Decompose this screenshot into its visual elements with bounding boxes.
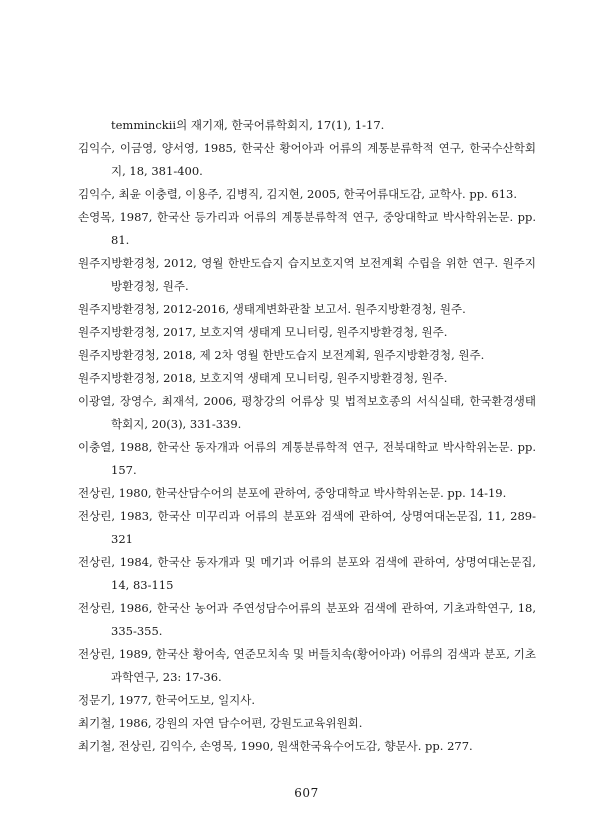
reference-entry: 정문기, 1977, 한국어도보, 일지사. (78, 693, 256, 707)
page-number: 607 (294, 786, 319, 800)
reference-list (78, 114, 536, 758)
reference-entry: 원주지방환경청, 2018, 보호지역 생태계 모니터링, 원주지방환경청, 원주. (78, 371, 448, 385)
reference-entry: 전상린, 1984, 한국산 동자개과 및 메기과 어류의 분포와 검색에 관하여, 상명여대논문집, 14, 83-115 (78, 555, 536, 592)
reference-entry: 원주지방환경청, 2012-2016, 생태계변화관찰 보고서. 원주지방환경청, 원주. (78, 302, 466, 316)
reference-entry: 전상린, 1986, 한국산 농어과 주연성담수어류의 분포와 검색에 관하여, 기초과학연구, 18, 335-355. (78, 601, 536, 638)
reference-entry: 이광열, 장영수, 최재석, 2006, 평창강의 어류상 및 법적보호종의 서식실태, 한국환경생태학회지, 20(3), 331-339. (78, 394, 536, 431)
reference-entry: 전상린, 1980, 한국산담수어의 분포에 관하여, 중앙대학교 박사학위논문. pp. 14-19. (78, 486, 507, 500)
reference-entry: 김익수, 이금영, 양서영, 1985, 한국산 황어아과 어류의 계통분류학적 연구, 한국수산학회지, 18, 381-400. (78, 141, 536, 178)
reference-entry: temminckii의 재기재, 한국어류학회지, 17(1), 1-17. (111, 118, 385, 132)
reference-entry: 원주지방환경청, 2017, 보호지역 생태계 모니터링, 원주지방환경청, 원주. (78, 325, 448, 339)
reference-entry: 손영목, 1987, 한국산 등가리과 어류의 계통분류학적 연구, 중앙대학교 박사학위논문. pp. 81. (78, 210, 536, 247)
reference-entry: 최기철, 1986, 강원의 자연 담수어편, 강원도교육위원회. (78, 716, 363, 730)
reference-entry: 최기철, 전상린, 김익수, 손영목, 1990, 원색한국육수어도감, 향문사. pp. 277. (78, 739, 473, 753)
reference-entry: 원주지방환경청, 2012, 영월 한반도습지 습지보호지역 보전계획 수립을 위한 연구. 원주지방환경청, 원주. (78, 256, 536, 293)
reference-entry: 이충열, 1988, 한국산 동자개과 어류의 계통분류학적 연구, 전북대학교 박사학위논문. pp. 157. (78, 440, 536, 477)
reference-entry: 전상린, 1989, 한국산 황어속, 연준모치속 및 버들치속(황어아과) 어류의 검색과 분포, 기초과학연구, 23: 17-36. (78, 647, 536, 684)
reference-entry: 김익수, 최윤 이충렬, 이용주, 김병직, 김지현, 2005, 한국어류대도감, 교학사. pp. 613. (78, 187, 517, 201)
reference-entry: 원주지방환경청, 2018, 제 2차 영월 한반도습지 보전계획, 원주지방환경청, 원주. (78, 348, 485, 362)
reference-entry: 전상린, 1983, 한국산 미꾸리과 어류의 분포와 검색에 관하여, 상명여대논문집, 11, 289-321 (78, 509, 536, 546)
